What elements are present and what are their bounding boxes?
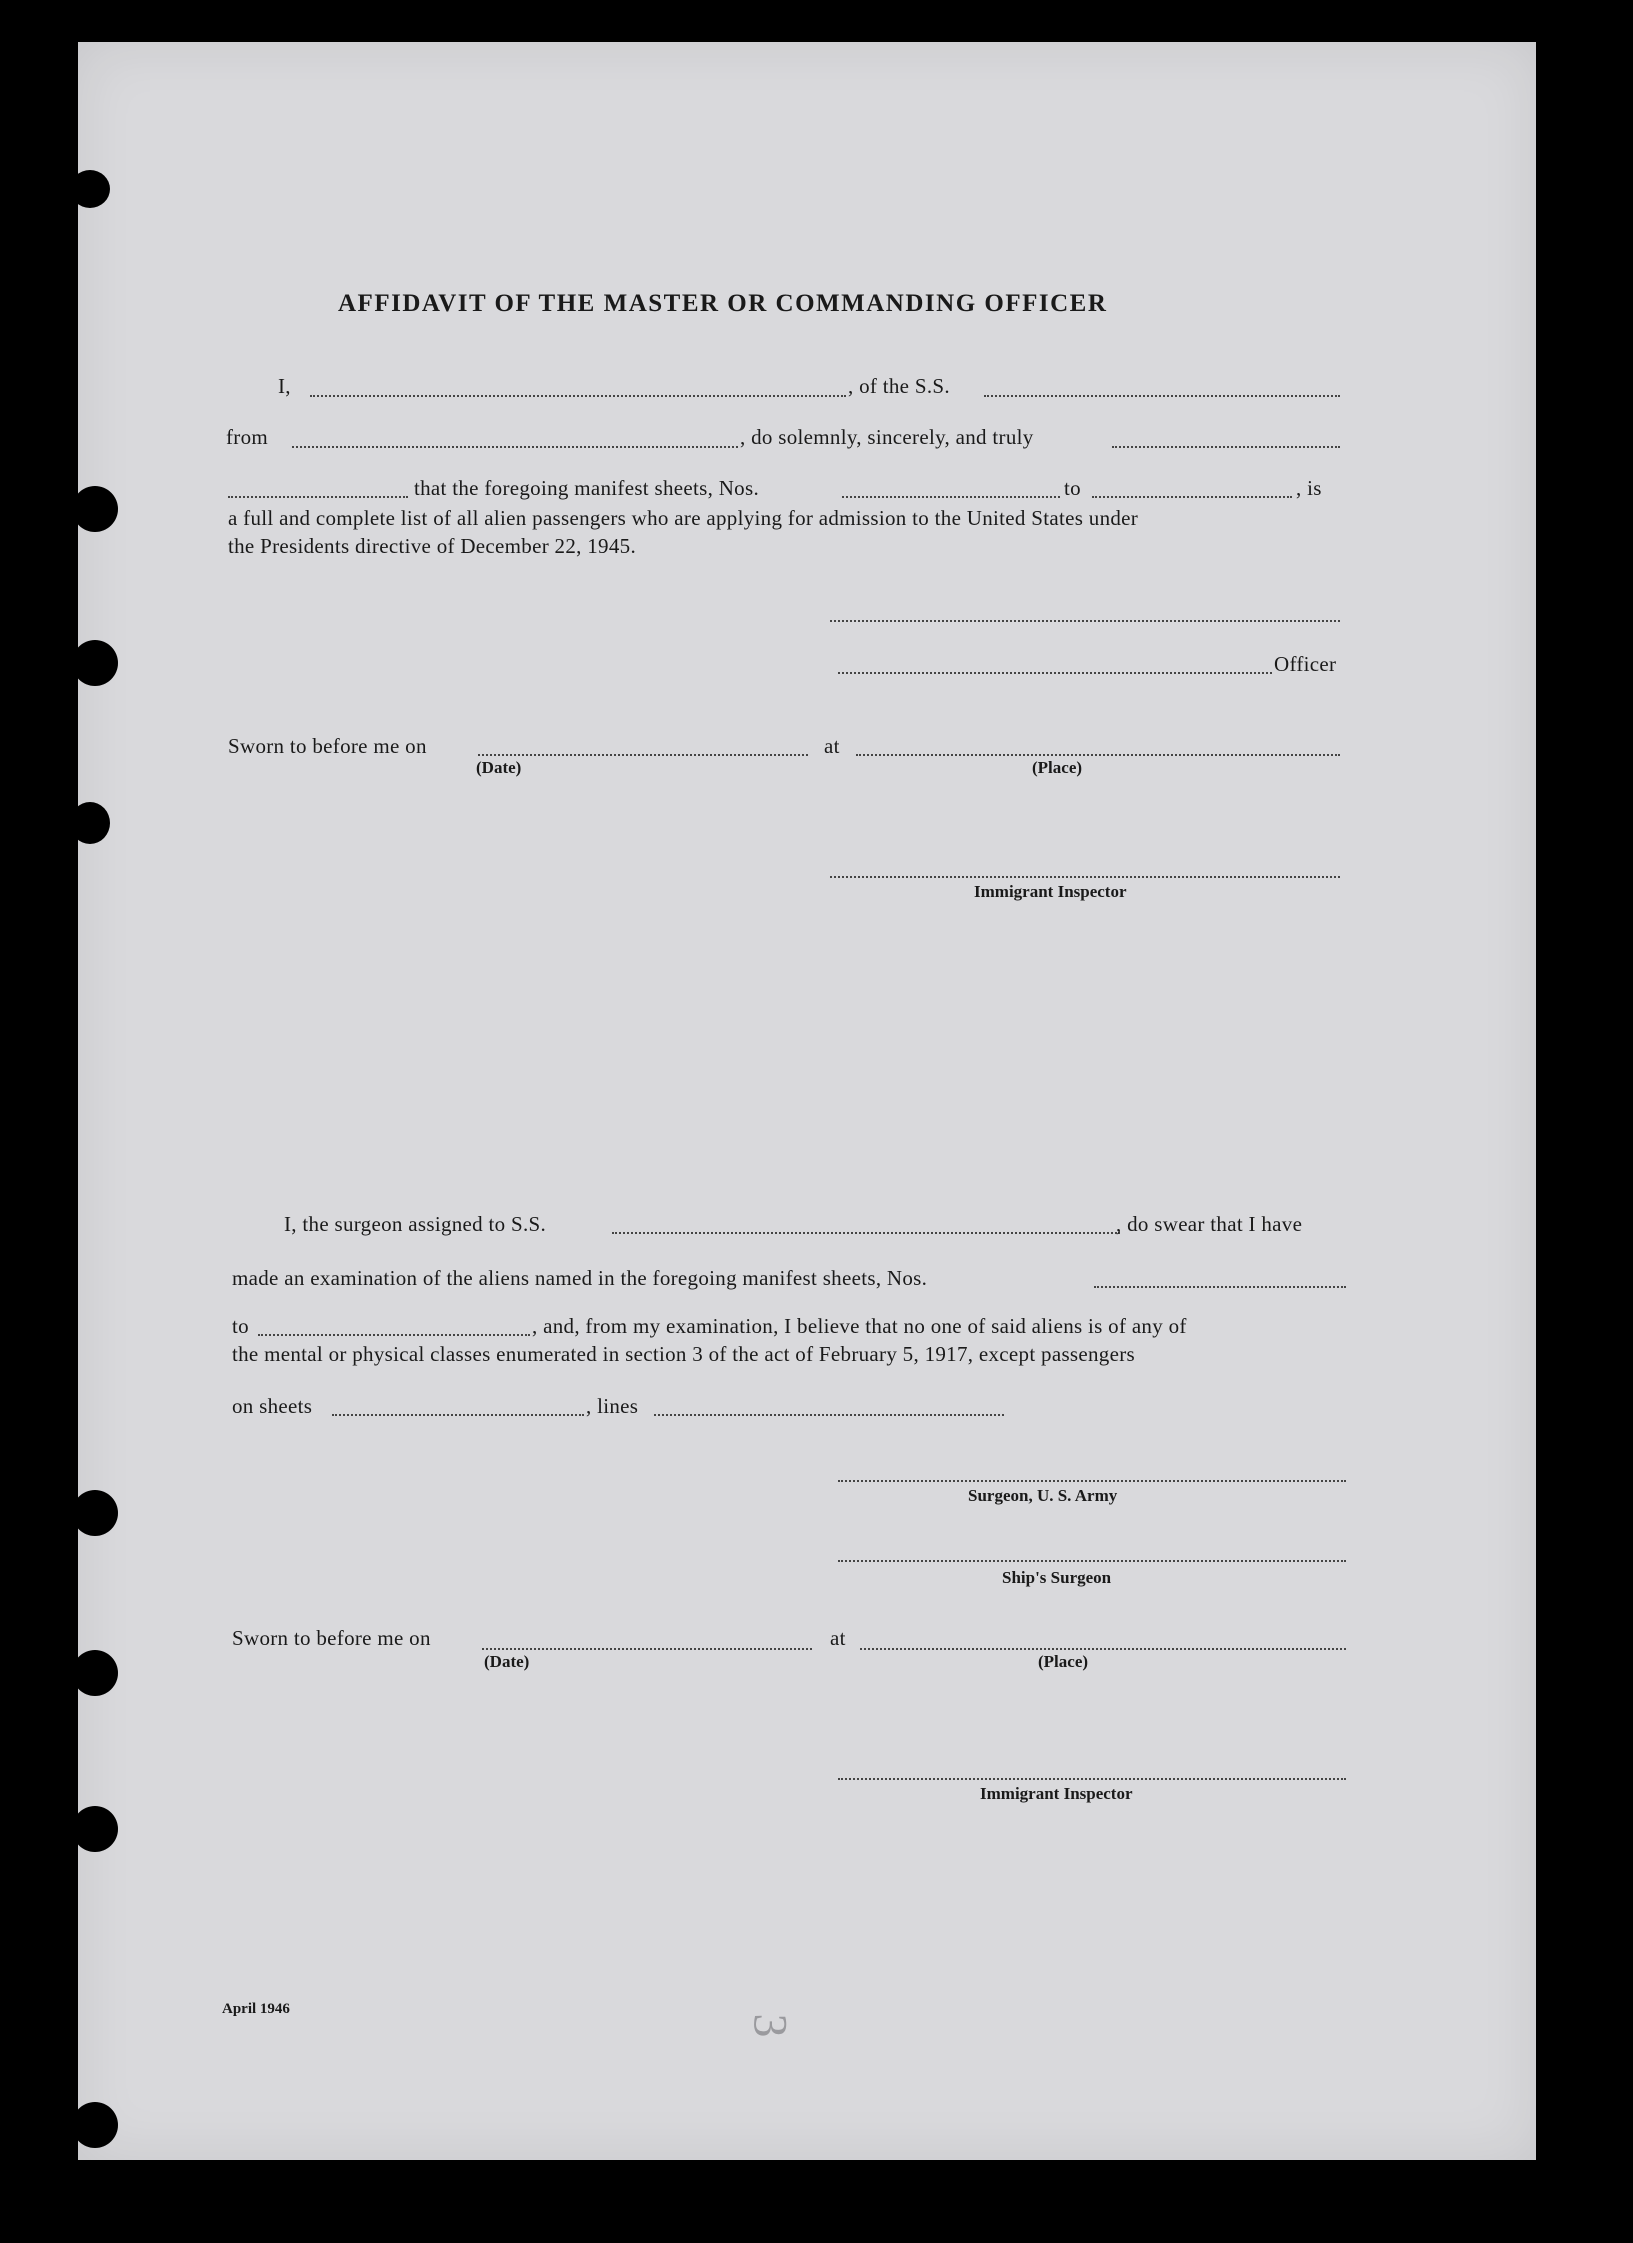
ship-surgeon-signature[interactable] [838, 1560, 1346, 1562]
sworn1-inspector-caption: Immigrant Inspector [974, 882, 1127, 901]
master-line3-to: to [1064, 476, 1081, 500]
sworn1-date-caption: (Date) [476, 758, 522, 777]
sworn2-at: at [830, 1626, 846, 1650]
surgeon-line4: the mental or physical classes enumerated in section 3 of the act of February 5, 1917, except passengers [232, 1342, 1135, 1366]
binder-hole [72, 486, 118, 532]
form-title: AFFIDAVIT OF THE MASTER OR COMMANDING OFFICER [338, 290, 1108, 317]
master-line2-from: from [226, 425, 269, 449]
sworn2-inspector-caption: Immigrant Inspector [980, 1784, 1133, 1803]
master-line1-ss: , of the S.S. [848, 374, 950, 398]
sworn2-prefix: Sworn to before me on [232, 1626, 431, 1650]
ship-name-field[interactable] [984, 395, 1340, 397]
surgeon-line3-to: to [232, 1314, 249, 1338]
binder-hole [72, 1490, 118, 1536]
officer-signature-field-1[interactable] [830, 620, 1340, 622]
sworn2-date-caption: (Date) [484, 1652, 530, 1671]
army-surgeon-caption: Surgeon, U. S. Army [968, 1486, 1118, 1505]
sheets-from-field[interactable] [842, 496, 1060, 498]
master-line1-i: I, [278, 374, 291, 398]
surgeon-ship-field[interactable] [612, 1232, 1120, 1234]
except-lines-field[interactable] [654, 1414, 1004, 1416]
ship-surgeon-caption: Ship's Surgeon [1002, 1568, 1112, 1587]
sworn1-prefix: Sworn to before me on [228, 734, 427, 758]
sworn2-place-field[interactable] [860, 1648, 1346, 1650]
binder-hole [72, 640, 118, 686]
binder-hole [72, 2102, 118, 2148]
sworn1-inspector-signature[interactable] [830, 876, 1340, 878]
surgeon-line5-lines: , lines [586, 1394, 639, 1418]
surgeon-line1-prefix: I, the surgeon assigned to S.S. [284, 1212, 547, 1236]
document-page [78, 42, 1536, 2160]
army-surgeon-signature[interactable] [838, 1480, 1346, 1482]
sworn2-place-caption: (Place) [1038, 1652, 1089, 1671]
binder-hole [72, 1806, 118, 1852]
sworn2-inspector-signature[interactable] [838, 1778, 1346, 1780]
sworn2-date-field[interactable] [482, 1648, 812, 1650]
surgeon-line5-prefix: on sheets [232, 1394, 313, 1418]
surgeon-line2: made an examination of the aliens named in the foregoing manifest sheets, Nos. [232, 1266, 928, 1290]
sheets-to-field[interactable] [1092, 496, 1292, 498]
master-line3-is: , is [1296, 476, 1322, 500]
sworn1-at: at [824, 734, 840, 758]
surgeon-line1-suffix: , do swear that I have [1116, 1212, 1303, 1236]
officer-signature-field-2[interactable] [838, 672, 1272, 674]
binder-hole [70, 802, 110, 844]
surgeon-sheets-from-field[interactable] [1094, 1286, 1346, 1288]
except-sheets-field[interactable] [332, 1414, 584, 1416]
sworn1-date-field[interactable] [478, 754, 808, 756]
affirm-field[interactable] [228, 496, 408, 498]
surgeon-line3-rest: , and, from my examination, I believe that no one of said aliens is of any of [532, 1314, 1187, 1338]
binder-hole [70, 170, 110, 208]
master-line2-swear: , do solemnly, sincerely, and truly [740, 425, 1034, 449]
sworn1-place-field[interactable] [856, 754, 1340, 756]
master-line4: a full and complete list of all alien passengers who are applying for admission to the United States under [228, 506, 1139, 530]
master-line3-manifest: that the foregoing manifest sheets, Nos. [414, 476, 760, 500]
binder-hole [72, 1650, 118, 1696]
port-from-field[interactable] [292, 446, 738, 448]
sworn1-place-caption: (Place) [1032, 758, 1083, 777]
surgeon-sheets-to-field[interactable] [258, 1334, 530, 1336]
officer-label: Officer [1274, 652, 1337, 676]
master-name-field[interactable] [310, 395, 846, 397]
swear-field[interactable] [1112, 446, 1340, 448]
master-line5: the Presidents directive of December 22, 1945. [228, 534, 637, 558]
sheet-number-mark: 3 [743, 2013, 797, 2038]
form-edition-date: April 1946 [222, 2001, 290, 2017]
